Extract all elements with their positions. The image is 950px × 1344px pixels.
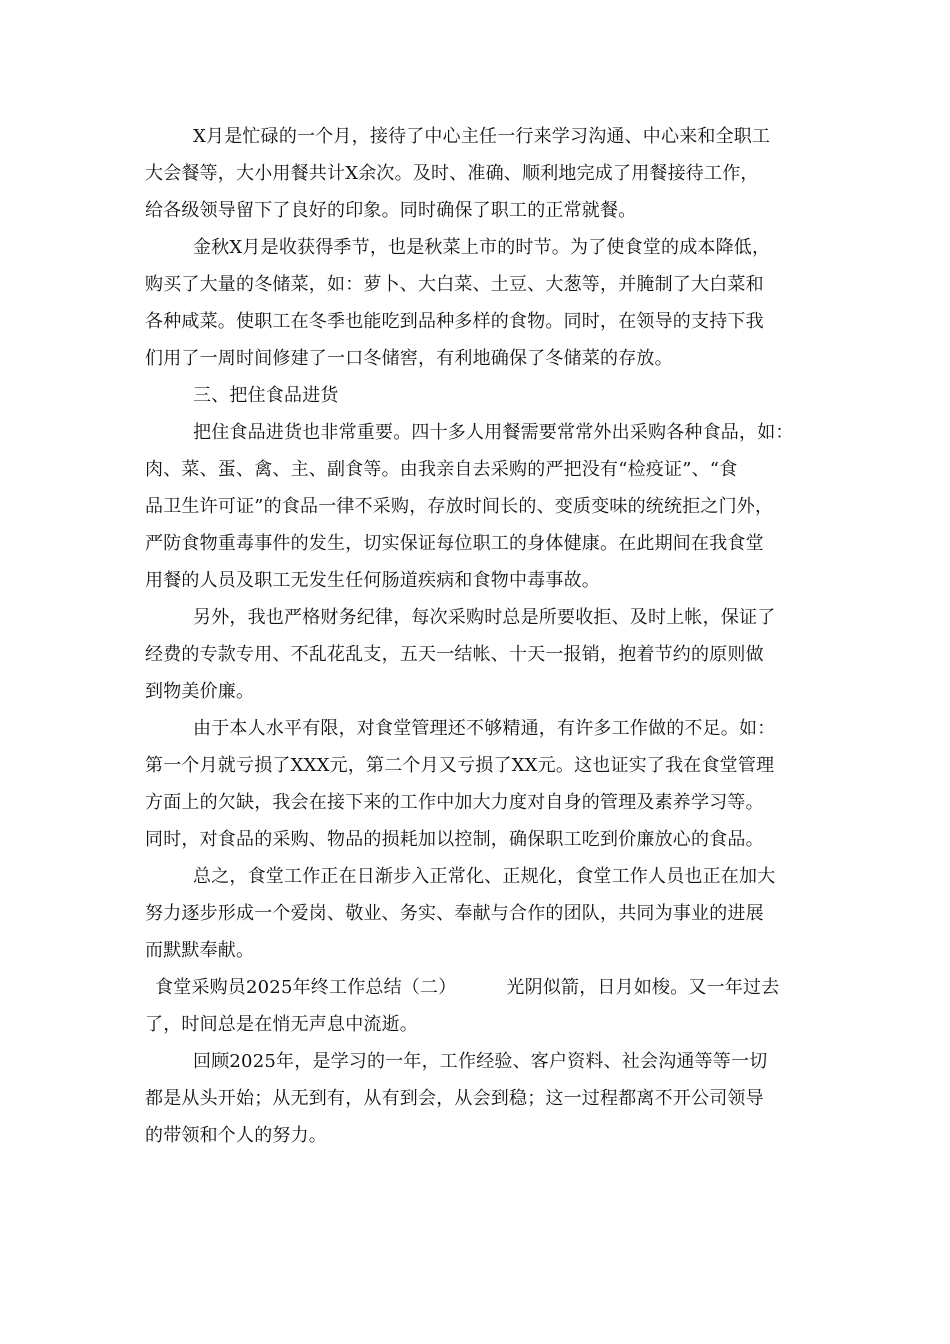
- section-title-tail: 光阴似箭，日月如梭。又一年过去: [506, 977, 780, 998]
- paragraph-line: 金秋X月是收获得季节，也是秋菜上市的时节。为了使食堂的成本降低，: [193, 237, 771, 258]
- paragraph-line: 另外，我也严格财务纪律，每次采购时总是所要收拒、及时上帐，保证了: [193, 607, 776, 628]
- paragraph-line: 严防食物重毒事件的发生，切实保证每位职工的身体健康。在此期间在我食堂: [145, 533, 764, 554]
- section-title-line: [155, 976, 815, 1000]
- paragraph-line: 方面上的欠缺，我会在接下来的工作中加大力度对自身的管理及素养学习等。: [145, 792, 764, 813]
- paragraph-line: 把住食品进货也非常重要。四十多人用餐需要常常外出采购各种食品，如：: [193, 422, 794, 443]
- paragraph-line: 第一个月就亏损了XXX元，第二个月又亏损了XX元。这也证实了我在食堂管理: [145, 755, 775, 776]
- paragraph-line: 到物美价廉。: [145, 681, 255, 702]
- paragraph-line: 品卫生许可证”的食品一律不采购，存放时间长的、变质变味的统统拒之门外，: [145, 496, 774, 517]
- paragraph-line: 各种咸菜。使职工在冬季也能吃到品种多样的食物。同时，在领导的支持下我: [145, 311, 764, 332]
- paragraph-line: 肉、菜、蛋、禽、主、副食等。由我亲自去采购的严把没有“检疫证”、“食: [145, 459, 738, 480]
- paragraph-line: 大会餐等，大小用餐共计X余次。及时、准确、顺利地完成了用餐接待工作，: [145, 163, 759, 184]
- paragraph-line: 努力逐步形成一个爱岗、敬业、务实、奉献与合作的团队，共同为事业的进展: [145, 903, 764, 924]
- paragraph-line: X月是忙碌的一个月，接待了中心主任一行来学习沟通、中心来和全职工: [193, 126, 771, 147]
- paragraph-line: 的带领和个人的努力。: [145, 1125, 327, 1146]
- paragraph-line: 给各级领导留下了良好的印象。同时确保了职工的正常就餐。: [145, 200, 637, 221]
- paragraph-line: 回顾2025年，是学习的一年，工作经验、客户资料、社会沟通等等一切: [193, 1051, 768, 1072]
- paragraph-line: 用餐的人员及职工无发生任何肠道疾病和食物中毒事故。: [145, 570, 600, 591]
- paragraph-line: 而默默奉献。: [145, 940, 255, 961]
- paragraph-line: 由于本人水平有限，对食堂管理还不够精通，有许多工作做的不足。如：: [193, 718, 776, 739]
- paragraph-line: 购买了大量的冬储菜，如：萝卜、大白菜、土豆、大葱等，并腌制了大白菜和: [145, 274, 764, 295]
- paragraph-line: 了，时间总是在悄无声息中流逝。: [145, 1014, 418, 1035]
- paragraph-line: 同时，对食品的采购、物品的损耗加以控制，确保职工吃到价廉放心的食品。: [145, 829, 764, 850]
- paragraph-line: 都是从头开始；从无到有，从有到会，从会到稳；这一过程都离不开公司领导: [145, 1088, 764, 1109]
- paragraph-line: 总之，食堂工作正在日渐步入正常化、正规化，食堂工作人员也正在加大: [193, 866, 776, 887]
- paragraph-line: 们用了一周时间修建了一口冬储窖，有利地确保了冬储菜的存放。: [145, 348, 673, 369]
- section-title: 食堂采购员2025年终工作总结（二）: [155, 977, 457, 998]
- section-heading: 三、把住食品进货: [193, 385, 339, 406]
- paragraph-line: 经费的专款专用、不乱花乱支，五天一结帐、十天一报销，抱着节约的原则做: [145, 644, 764, 665]
